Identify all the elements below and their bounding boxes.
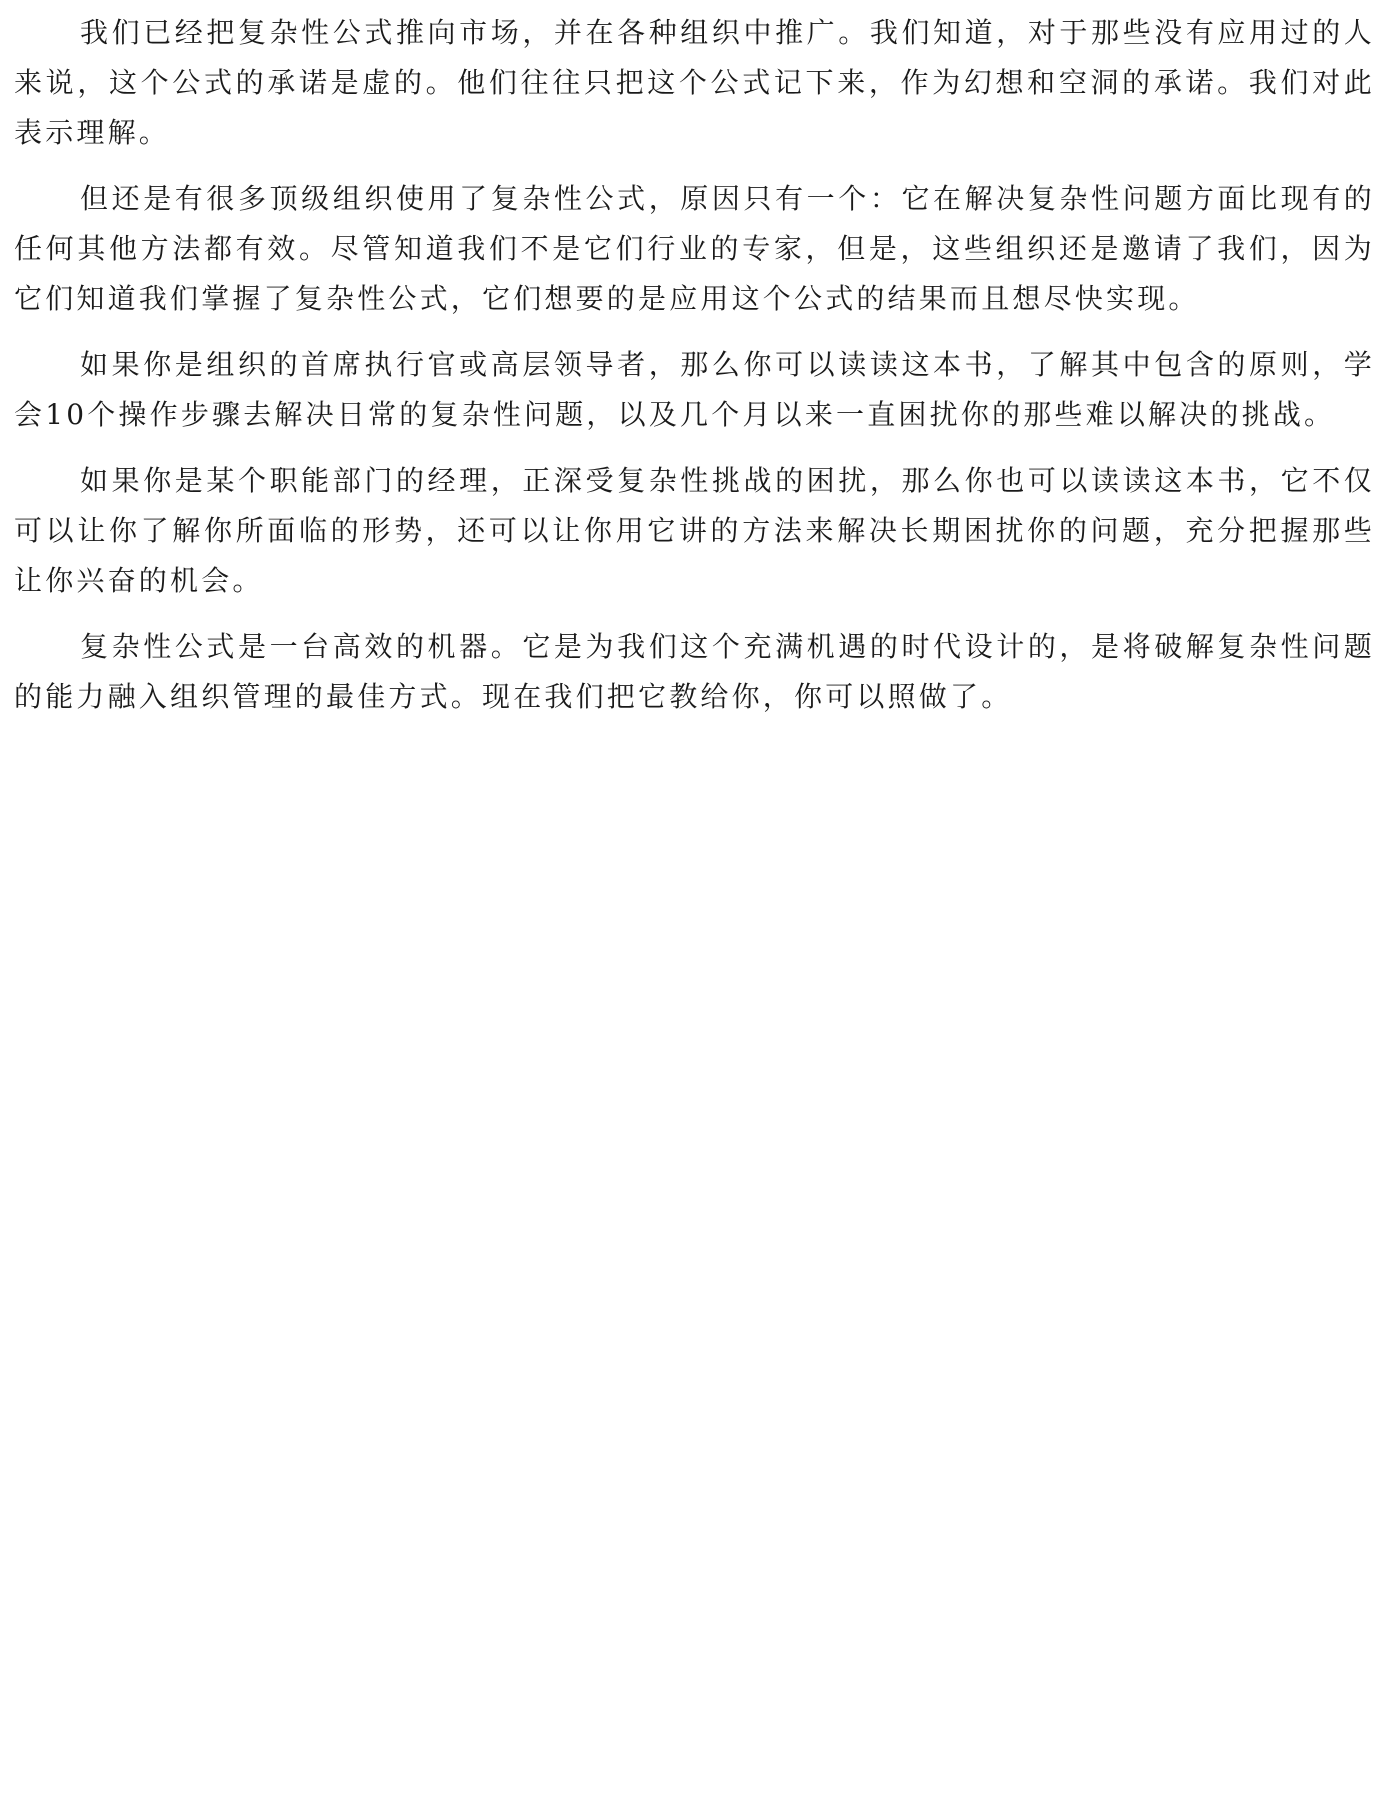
paragraph: 如果你是组织的首席执行官或高层领导者，那么你可以读读这本书，了解其中包含的原则，学会10个操作步骤去解决日常的复杂性问题，以及几个月以来一直困扰你的那些难以解决的挑战。 xyxy=(14,348,1375,431)
paragraph: 如果你是某个职能部门的经理，正深受复杂性挑战的困扰，那么你也可以读读这本书，它不仅可以让你了解你所面临的形势，还可以让你用它讲的方法来解决长期困扰你的问题，充分把握那些让你兴奋的机会。 xyxy=(14,464,1375,597)
document-page xyxy=(14,8,1375,738)
paragraph: 我们已经把复杂性公式推向市场，并在各种组织中推广。我们知道，对于那些没有应用过的人来说，这个公式的承诺是虚的。他们往往只把这个公式记下来，作为幻想和空洞的承诺。我们对此表示理解。 xyxy=(14,16,1375,149)
paragraph: 复杂性公式是一台高效的机器。它是为我们这个充满机遇的时代设计的，是将破解复杂性问题的能力融入组织管理的最佳方式。现在我们把它教给你，你可以照做了。 xyxy=(14,630,1375,713)
paragraph: 但还是有很多顶级组织使用了复杂性公式，原因只有一个：它在解决复杂性问题方面比现有的任何其他方法都有效。尽管知道我们不是它们行业的专家，但是，这些组织还是邀请了我们，因为它们知道我们掌握了复杂性公式，它们想要的是应用这个公式的结果而且想尽快实现。 xyxy=(14,182,1375,315)
